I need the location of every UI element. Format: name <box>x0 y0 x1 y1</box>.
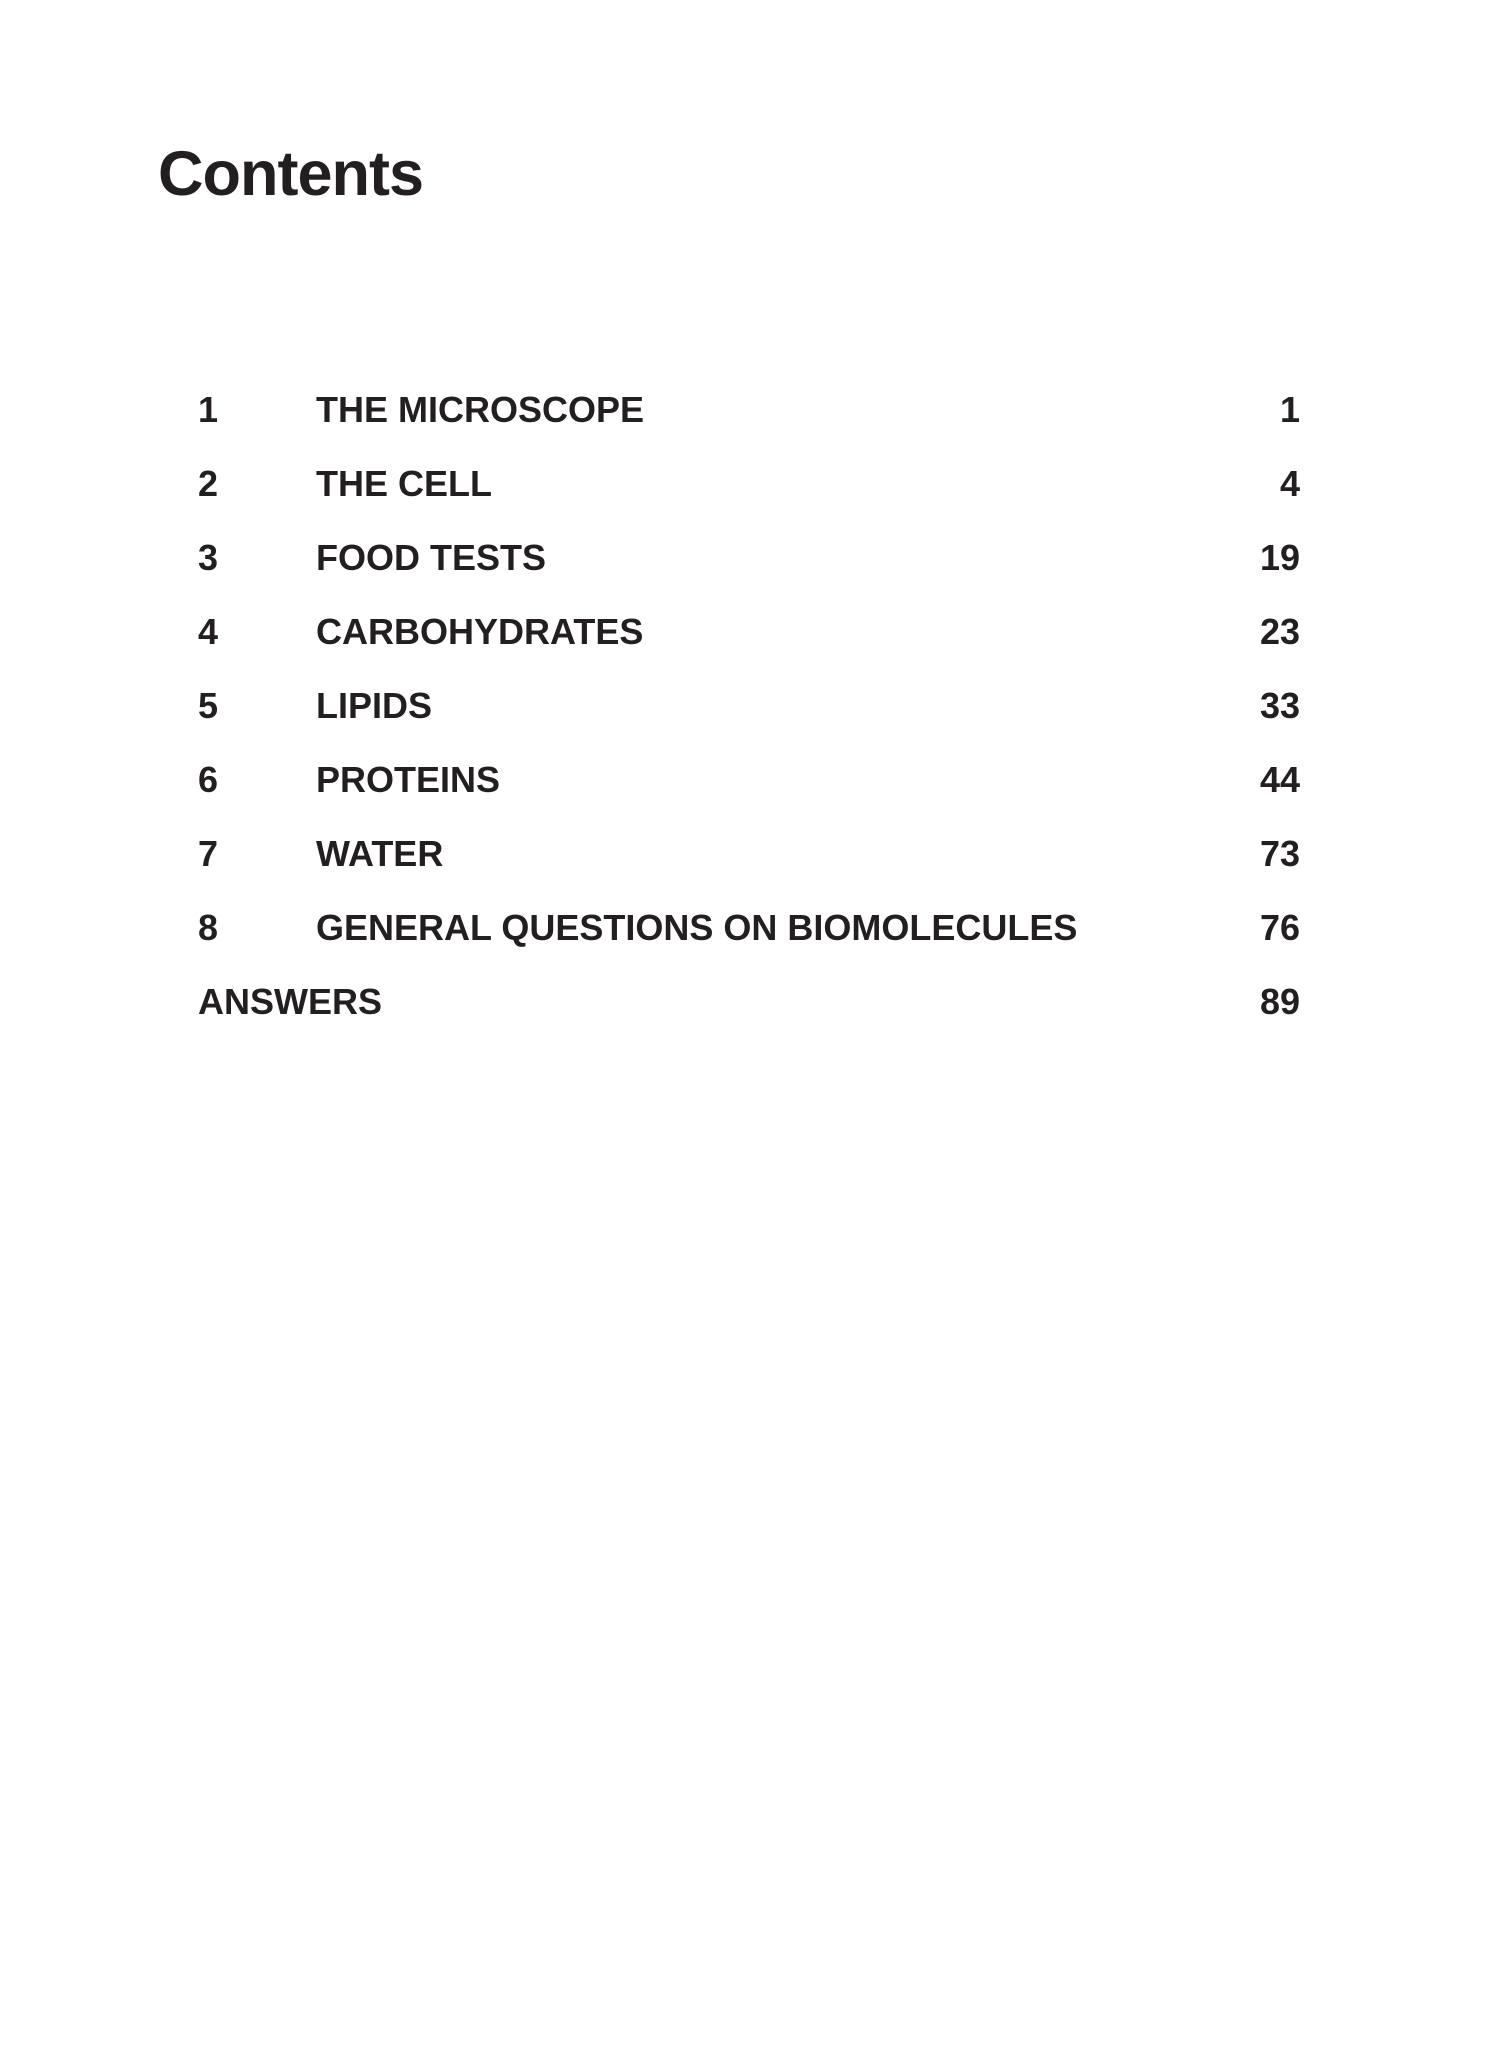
toc-entry-microscope[interactable] <box>0 390 1497 464</box>
chapter-title: GENERAL QUESTIONS ON BIOMOLECULES <box>316 907 1078 948</box>
toc-entry-lipids[interactable] <box>0 686 1497 760</box>
chapter-number: 7 <box>198 833 219 874</box>
page-number: 76 <box>1259 907 1300 948</box>
page-number: 19 <box>1259 537 1300 578</box>
chapter-title: FOOD TESTS <box>316 537 547 578</box>
chapter-number: 6 <box>198 759 219 800</box>
table-of-contents <box>0 390 1497 1056</box>
page-number: 89 <box>1259 981 1300 1022</box>
toc-entry-general-questions[interactable] <box>0 908 1497 982</box>
chapter-title: PROTEINS <box>316 759 501 800</box>
toc-entry-proteins[interactable] <box>0 760 1497 834</box>
toc-entry-carbohydrates[interactable] <box>0 612 1497 686</box>
chapter-title: WATER <box>316 833 444 874</box>
page-number: 33 <box>1259 685 1300 726</box>
chapter-number: 3 <box>198 537 219 578</box>
chapter-title: THE CELL <box>316 463 492 504</box>
chapter-number: 1 <box>198 389 219 430</box>
chapter-number: 4 <box>198 611 219 652</box>
page-number: 73 <box>1259 833 1300 874</box>
chapter-title: THE MICROSCOPE <box>316 389 645 430</box>
toc-entry-cell[interactable] <box>0 464 1497 538</box>
chapter-number: 2 <box>198 463 219 504</box>
toc-entry-food-tests[interactable] <box>0 538 1497 612</box>
page-number: 4 <box>1279 463 1300 504</box>
toc-entry-answers[interactable] <box>0 982 1497 1056</box>
toc-entry-water[interactable] <box>0 834 1497 908</box>
page-number: 44 <box>1259 759 1300 800</box>
chapter-number: 8 <box>198 907 219 948</box>
page-title: Contents <box>158 139 423 209</box>
page-number: 1 <box>1279 389 1300 430</box>
answers-title: ANSWERS <box>198 981 383 1022</box>
page-number: 23 <box>1259 611 1300 652</box>
chapter-number: 5 <box>198 685 219 726</box>
chapter-title: CARBOHYDRATES <box>316 611 644 652</box>
chapter-title: LIPIDS <box>316 685 433 726</box>
